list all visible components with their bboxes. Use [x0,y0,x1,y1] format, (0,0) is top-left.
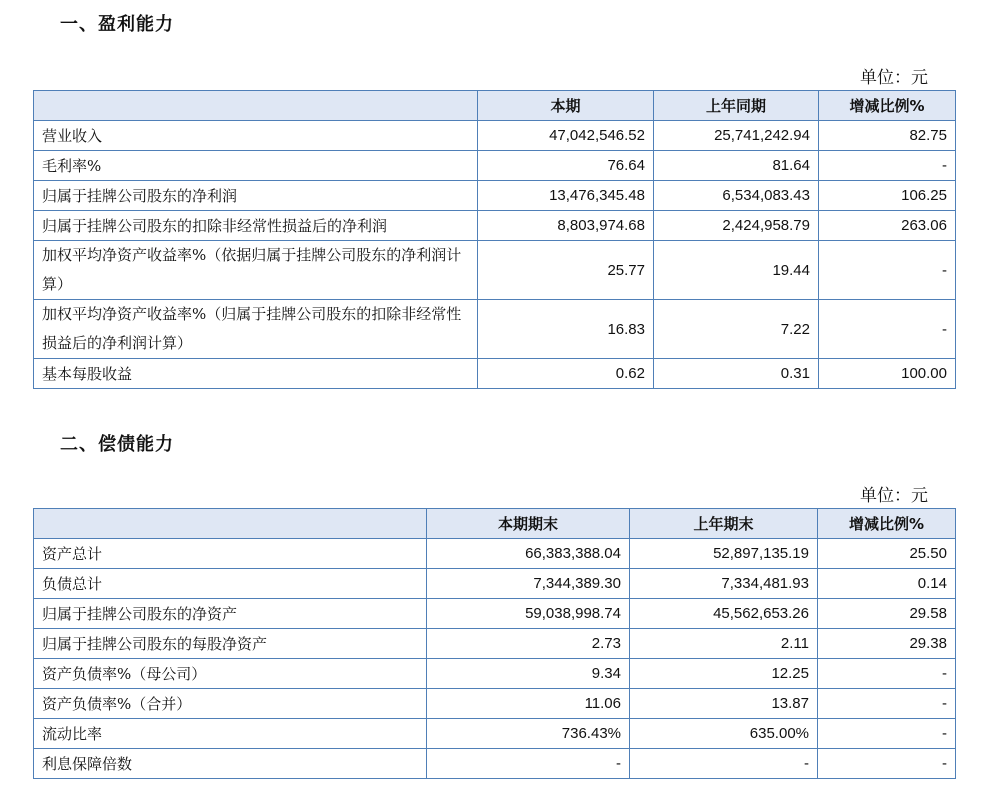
change-value: - [818,719,956,749]
row-label: 资产总计 [34,539,427,569]
current-value: - [427,749,630,779]
column-header [34,91,478,121]
table-row [34,689,956,719]
table-row [34,211,956,241]
prior-value: 2.11 [630,629,818,659]
change-value: 29.58 [818,599,956,629]
row-label: 归属于挂牌公司股东的扣除非经常性损益后的净利润 [34,211,478,241]
row-label: 资产负债率%（合并） [34,689,427,719]
change-value: - [819,300,956,359]
column-header: 上年同期 [654,91,819,121]
table-row [34,629,956,659]
prior-value: 6,534,083.43 [654,181,819,211]
change-value: - [818,689,956,719]
prior-value: 13.87 [630,689,818,719]
change-value: - [819,241,956,300]
current-value: 76.64 [478,151,654,181]
table-row [34,151,956,181]
prior-value: 81.64 [654,151,819,181]
row-label: 基本每股收益 [34,359,478,389]
prior-value: 52,897,135.19 [630,539,818,569]
current-value: 47,042,546.52 [478,121,654,151]
section-title-profitability: 一、盈利能力 [60,14,174,35]
column-header [34,509,427,539]
table-row [34,569,956,599]
table-row [34,121,956,151]
change-value: 82.75 [819,121,956,151]
row-label: 流动比率 [34,719,427,749]
prior-value: 2,424,958.79 [654,211,819,241]
profitability-table [33,90,956,389]
current-value: 8,803,974.68 [478,211,654,241]
prior-value: 45,562,653.26 [630,599,818,629]
table-row [34,241,956,300]
unit-label: 单位：元 [860,486,928,506]
change-value: 263.06 [819,211,956,241]
table-row [34,719,956,749]
change-value: 100.00 [819,359,956,389]
current-value: 25.77 [478,241,654,300]
row-label: 归属于挂牌公司股东的净利润 [34,181,478,211]
table-row [34,659,956,689]
change-value: 106.25 [819,181,956,211]
change-value: 29.38 [818,629,956,659]
table-row [34,181,956,211]
row-label: 加权平均净资产收益率%（依据归属于挂牌公司股东的净利润计算） [34,241,478,300]
table-row [34,749,956,779]
change-value: - [818,659,956,689]
table-row [34,359,956,389]
prior-value: 19.44 [654,241,819,300]
change-value: - [818,749,956,779]
current-value: 11.06 [427,689,630,719]
current-value: 7,344,389.30 [427,569,630,599]
table-header-row [34,509,956,539]
column-header: 增减比例% [818,509,956,539]
table-row [34,599,956,629]
table-row [34,539,956,569]
current-value: 66,383,388.04 [427,539,630,569]
current-value: 9.34 [427,659,630,689]
row-label: 负债总计 [34,569,427,599]
change-value: - [819,151,956,181]
row-label: 利息保障倍数 [34,749,427,779]
prior-value: - [630,749,818,779]
column-header: 本期期末 [427,509,630,539]
current-value: 16.83 [478,300,654,359]
unit-label: 单位：元 [860,68,928,88]
prior-value: 7,334,481.93 [630,569,818,599]
change-value: 0.14 [818,569,956,599]
prior-value: 25,741,242.94 [654,121,819,151]
current-value: 0.62 [478,359,654,389]
row-label: 毛利率% [34,151,478,181]
column-header: 上年期末 [630,509,818,539]
current-value: 59,038,998.74 [427,599,630,629]
prior-value: 0.31 [654,359,819,389]
row-label: 归属于挂牌公司股东的净资产 [34,599,427,629]
table-header-row [34,91,956,121]
current-value: 13,476,345.48 [478,181,654,211]
row-label: 加权平均净资产收益率%（归属于挂牌公司股东的扣除非经常性损益后的净利润计算） [34,300,478,359]
prior-value: 635.00% [630,719,818,749]
table-row [34,300,956,359]
change-value: 25.50 [818,539,956,569]
row-label: 资产负债率%（母公司） [34,659,427,689]
column-header: 增减比例% [819,91,956,121]
row-label: 营业收入 [34,121,478,151]
current-value: 2.73 [427,629,630,659]
column-header: 本期 [478,91,654,121]
solvency-table [33,508,956,779]
prior-value: 7.22 [654,300,819,359]
current-value: 736.43% [427,719,630,749]
prior-value: 12.25 [630,659,818,689]
section-title-solvency: 二、偿债能力 [60,434,174,455]
row-label: 归属于挂牌公司股东的每股净资产 [34,629,427,659]
